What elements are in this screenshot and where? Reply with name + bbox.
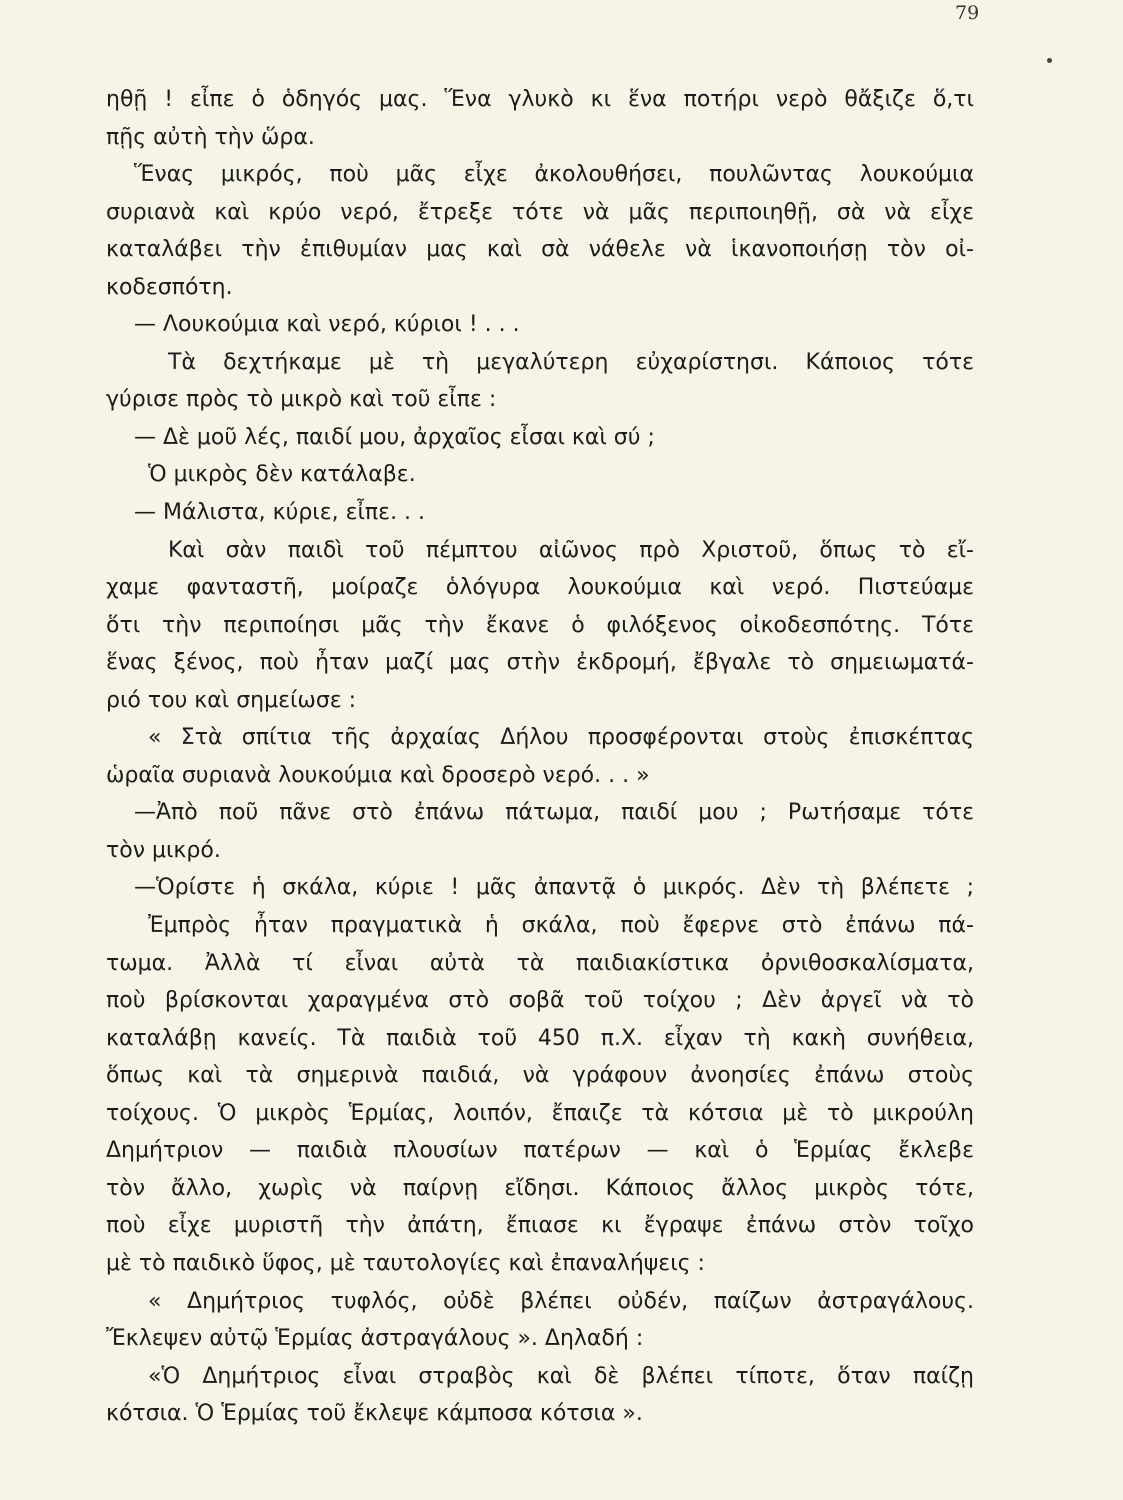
text-line: ποὺ εἶχε μυριστῆ τὴν ἀπάτη, ἔπιασε κι ἔγραψε ἐπάνω στὸν τοῖχο [106, 1213, 974, 1239]
text-line: συριανὰ καὶ κρύο νερό, ἔτρεξε τότε νὰ μᾶς περιποιηθῇ, σὰ νὰ εἶχε [106, 199, 974, 225]
text-line: γύρισε πρὸς τὸ μικρὸ καὶ τοῦ εἶπε : [106, 387, 497, 413]
text-line: κότσια. Ὁ Ἑρμίας τοῦ ἔκλεψε κάμποσα κότσια ». [106, 1401, 643, 1427]
text-line: ποὺ βρίσκονται χαραγμένα στὸ σοβᾶ τοῦ τοίχου ; Δὲν ἀργεῖ νὰ τὸ [106, 988, 974, 1014]
text-line: τωμα. Ἀλλὰ τί εἶναι αὐτὰ τὰ παιδιακίστικα ὀρνιθοσκαλίσματα, [106, 950, 974, 976]
text-line: Ἕνας μικρός, ποὺ μᾶς εἶχε ἀκολουθήσει, πουλῶντας λουκούμια [134, 162, 974, 188]
text-line: Τὰ δεχτήκαμε μὲ τὴ μεγαλύτερη εὐχαρίστησι. Κάποιος τότε [168, 349, 974, 375]
text-line: καταλάβῃ κανείς. Τὰ παιδιὰ τοῦ 450 π.Χ. εἶχαν τὴ κακὴ συνήθεια, [106, 1025, 974, 1051]
page-number: 79 [955, 2, 980, 24]
text-line: τὸν ἄλλο, χωρὶς νὰ παίρνῃ εἴδησι. Κάποιος ἄλλος μικρὸς τότε, [106, 1175, 974, 1201]
text-line: χαμε φανταστῆ, μοίραζε ὁλόγυρα λουκούμια καὶ νερό. Πιστεύαμε [106, 575, 974, 601]
text-line: Καὶ σὰν παιδὶ τοῦ πέμπτου αἰῶνος πρὸ Χριστοῦ, ὅπως τὸ εἴ- [168, 537, 974, 563]
text-line: — Δὲ μοῦ λές, παιδί μου, ἀρχαῖος εἶσαι καὶ σύ ; [134, 424, 655, 450]
text-line: — Λουκούμια καὶ νερό, κύριοι ! . . . [134, 312, 520, 338]
text-line: κοδεσπότη. [106, 274, 233, 300]
text-line: « Δημήτριος τυφλός, οὐδὲ βλέπει οὐδέν, παίζων ἀστραγάλους. [148, 1288, 974, 1314]
text-line: — Μάλιστα, κύριε, εἶπε. . . [134, 500, 426, 526]
text-line: —Ἀπὸ ποῦ πᾶνε στὸ ἐπάνω πάτωμα, παιδί μου ; Ρωτήσαμε τότε [134, 800, 974, 826]
text-line: ὅπως καὶ τὰ σημερινὰ παιδιά, νὰ γράφουν ἀνοησίες ἐπάνω στοὺς [106, 1063, 974, 1089]
text-line: μὲ τὸ παιδικὸ ὕφος, μὲ ταυτολογίες καὶ ἐπαναλήψεις : [106, 1250, 705, 1276]
text-line: Ἐμπρὸς ἦταν πραγματικὰ ἡ σκάλα, ποὺ ἔφερνε στὸ ἐπάνω πά- [148, 913, 974, 939]
text-line: ηθῇ ! εἶπε ὁ ὁδηγός μας. Ἕνα γλυκὸ κι ἕνα ποτήρι νερὸ θἄξιζε ὅ,τι [106, 87, 974, 112]
print-speck [1047, 58, 1052, 63]
text-line: ὅτι τὴν περιποίησι μᾶς τὴν ἔκανε ὁ φιλόξενος οἰκοδεσπότης. Τότε [106, 612, 974, 638]
text-line: « Στὰ σπίτια τῆς ἀρχαίας Δήλου προσφέρονται στοὺς ἐπισκέπτας [148, 725, 974, 751]
text-line: «Ὁ Δημήτριος εἶναι στραβὸς καὶ δὲ βλέπει τίποτε, ὅταν παίζῃ [148, 1363, 974, 1389]
text-line: πῇς αὐτὴ τὴν ὥρα. [106, 124, 315, 150]
text-line: ριό του καὶ σημείωσε : [106, 687, 357, 713]
text-line: καταλάβει τὴν ἐπιθυμίαν μας καὶ σὰ νάθελε νὰ ἱκανοποιήσῃ τὸν οἰ- [106, 237, 974, 263]
body-text [106, 81, 974, 1433]
text-line: ὡραῖα συριανὰ λουκούμια καὶ δροσερὸ νερό. . . » [106, 762, 650, 788]
text-line: Ἔκλεψεν αὐτῷ Ἑρμίας ἀστραγάλους ». Δηλαδή : [106, 1326, 644, 1352]
text-line: τὸν μικρό. [106, 837, 221, 863]
text-line: Ὁ μικρὸς δὲν κατάλαβε. [148, 462, 416, 488]
text-line: Δημήτριον — παιδιὰ πλουσίων πατέρων — καὶ ὁ Ἑρμίας ἔκλεβε [106, 1138, 974, 1164]
text-line: ἕνας ξένος, ποὺ ἦταν μαζί μας στὴν ἐκδρομή, ἔβγαλε τὸ σημειωματά- [106, 650, 974, 676]
text-line: —Ὁρίστε ἡ σκάλα, κύριε ! μᾶς ἀπαντᾷ ὁ μικρός. Δὲν τὴ βλέπετε ; [134, 875, 974, 901]
text-line: τοίχους. Ὁ μικρὸς Ἑρμίας, λοιπόν, ἔπαιζε τὰ κότσια μὲ τὸ μικρούλη [106, 1100, 974, 1126]
